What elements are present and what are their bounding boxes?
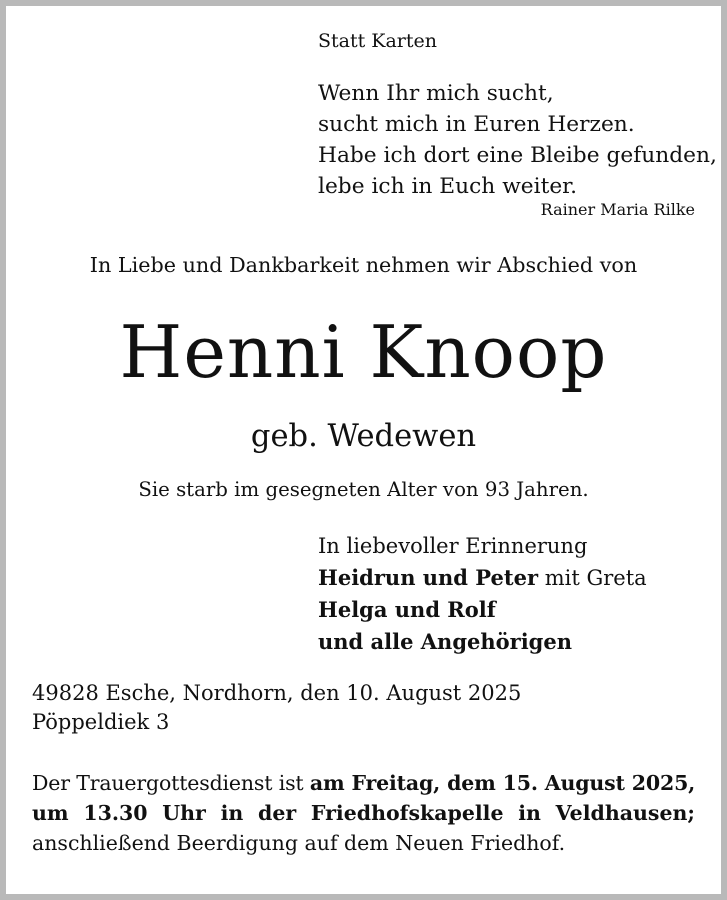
poem-line: sucht mich in Euren Herzen.	[318, 112, 635, 137]
mourner-extra: mit Greta	[538, 566, 647, 590]
birth-name: geb. Wedewen	[250, 419, 477, 454]
service-line	[32, 768, 695, 798]
header-text: Statt Karten	[318, 30, 438, 52]
mourners-intro: In liebevoller Erinnerung	[318, 534, 588, 558]
poem-line: Habe ich dort eine Bleibe gefunden,	[318, 143, 717, 168]
service-line	[32, 798, 695, 828]
deceased-name: Henni Knoop	[119, 310, 608, 394]
place-block	[32, 679, 521, 737]
poem-author: Rainer Maria Rilke	[540, 200, 695, 219]
place-date: 49828 Esche, Nordhorn, den 10. August 2025	[32, 681, 522, 705]
age-line: Sie starb im gesegneten Alter von 93 Jahren.	[138, 478, 589, 501]
mourners-block	[318, 531, 647, 658]
service-intro: Der Trauergottesdienst ist	[32, 771, 310, 795]
poem-line: Wenn Ihr mich sucht,	[318, 81, 554, 106]
mourner-names: Helga und Rolf	[318, 597, 496, 622]
service-time-place: um 13.30 Uhr in der Friedhofskapelle in Veldhausen;	[32, 801, 695, 825]
mourner-names: und alle Angehörigen	[318, 629, 572, 654]
mourners-line	[318, 626, 647, 658]
intro-text: In Liebe und Dankbarkeit nehmen wir Abschied von	[89, 253, 638, 277]
poem-line: lebe ich in Euch weiter.	[318, 174, 578, 199]
service-date: am Freitag, dem 15. August 2025,	[309, 771, 696, 795]
mourner-names: Heidrun und Peter	[318, 565, 539, 590]
mourners-line	[318, 562, 647, 594]
poem	[318, 78, 717, 202]
mourners-line	[318, 594, 647, 626]
service-line: anschließend Beerdigung auf dem Neuen Friedhof.	[32, 831, 566, 855]
address: Pöppeldiek 3	[32, 710, 170, 734]
service-block	[32, 768, 695, 858]
